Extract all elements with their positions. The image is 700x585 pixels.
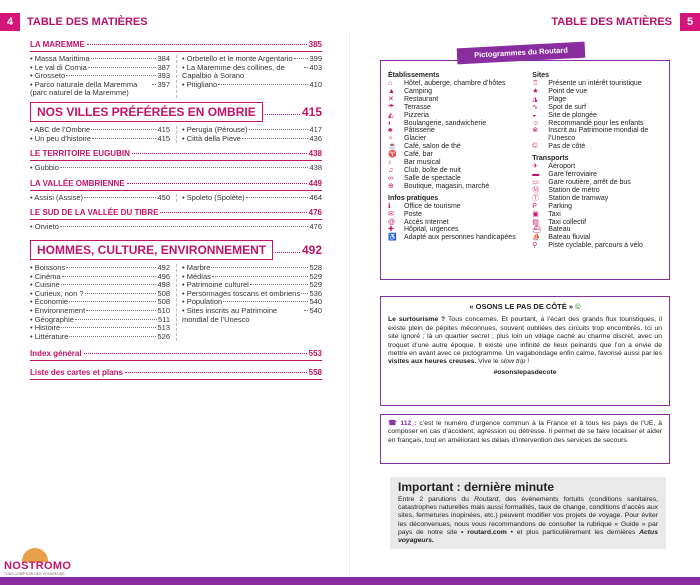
pictogram-label: Hôpital, urgences [404, 226, 459, 234]
pictogram-label: Point de vue [548, 87, 588, 95]
pictogram-label: Pizzeria [404, 111, 429, 119]
pictogram-icon: ⛴ [532, 226, 542, 234]
pictogram-item [388, 234, 526, 242]
pictogram-item [532, 195, 664, 203]
pictogram-item [532, 120, 664, 128]
pictogram-label: Café, salon de thé [404, 143, 461, 151]
toc-entry[interactable]: • Médias 529 [182, 271, 322, 281]
pictogram-icon: ♫ [388, 166, 394, 174]
pictogram-icon: ⊕ [388, 182, 394, 190]
pictogram-label: Taxi collectif [548, 218, 587, 226]
pictogram-item [532, 112, 664, 120]
toc-entry[interactable]: • Orvieto 476 [30, 222, 322, 232]
toc-entry[interactable]: • Città della Pieve 436 [182, 133, 322, 143]
right-page-title: TABLE DES MATIÈRES [551, 16, 672, 28]
bottom-bar [0, 577, 700, 585]
toc-entry[interactable]: • Le val di Cornia 387 [30, 62, 170, 72]
pictogram-item [388, 127, 526, 135]
part-page: 492 [301, 242, 322, 257]
toc-entry[interactable]: • Cuisine 498 [30, 280, 170, 290]
pictogram-icon: ♣ [388, 127, 393, 135]
pictogram-label: Taxi [548, 210, 561, 218]
pictogram-item [532, 80, 664, 88]
pictogram-label: Aéroport [548, 163, 576, 171]
table-of-contents [30, 40, 322, 383]
osons-hashtag: #osonslepasdecote [493, 368, 557, 376]
pictogram-label: Pâtisserie [404, 127, 435, 135]
osons-title: « OSONS LE PAS DE CÔTÉ » © [469, 302, 581, 311]
toc-section-index[interactable] [30, 349, 322, 358]
toc-entry[interactable]: • Spoleto (Spolète) 464 [182, 192, 322, 202]
pictogram-label: Boulangerie, sandwicherie [404, 119, 487, 127]
pictogram-group-title: Sites [532, 72, 550, 79]
important-title: Important : dernière minute [398, 480, 555, 494]
section-page: 476 [308, 208, 322, 218]
section-title: LA VALLÉE OMBRIENNE [30, 178, 125, 188]
pictogram-icon: ▲ [388, 87, 395, 95]
pictogram-icon: ◒ [532, 111, 537, 119]
pictogram-icon: ♪ [388, 159, 392, 167]
toc-section-cartes[interactable] [30, 368, 322, 377]
pictogram-label: Accès Internet [404, 218, 449, 226]
left-page-title: TABLE DES MATIÈRES [27, 16, 148, 28]
pictogram-item [388, 151, 526, 159]
toc-section-eugubin[interactable] [30, 149, 322, 158]
pictogram-item [532, 96, 664, 104]
pictogram-item [388, 120, 526, 128]
pictogram-legend [388, 72, 664, 250]
pictogram-item [388, 203, 526, 211]
pictogram-label: Station de métro [548, 186, 600, 194]
pictogram-label: Site de plongée [548, 111, 597, 119]
pictogram-item [388, 96, 526, 104]
pictogram-item [532, 179, 664, 187]
pictogram-icon: ♀ [388, 135, 394, 143]
toc-entry[interactable]: • Environnement 510 [30, 305, 170, 315]
pictogram-label: Parking [548, 202, 573, 210]
pictogram-item [388, 135, 526, 143]
pictogram-group-title: Établissements [388, 72, 440, 79]
pictogram-item [388, 159, 526, 167]
pictogram-icon: ✈ [532, 163, 539, 171]
pictogram-icon: ⊗ [532, 127, 539, 135]
toc-section-maremme[interactable] [30, 40, 322, 49]
pictogram-item [532, 226, 664, 234]
pictogram-icon: ∞ [388, 174, 393, 182]
pictogram-icon: © [532, 143, 538, 151]
leaf-icon: © [575, 302, 581, 311]
pictogram-item [388, 112, 526, 120]
pictogram-icon: ⛵ [532, 234, 542, 242]
osons-box [380, 296, 670, 406]
page-header [0, 13, 700, 31]
pictogram-label: Boutique, magasin, marché [404, 182, 490, 190]
pictogram-group-title: Transports [532, 155, 569, 163]
pictogram-label: Gare ferroviaire [548, 171, 597, 179]
toc-entry[interactable]: • Curieux, non ? 508 [30, 288, 170, 298]
phone-icon: ☎ 112 : [388, 420, 417, 427]
pictogram-icon: Ⓜ [532, 186, 540, 194]
pictogram-label: Hôtel, auberge, chambre d’hôtes [404, 80, 506, 87]
pictogram-label: Adapté aux personnes handicapées [404, 234, 516, 242]
section-title: LA MAREMME [30, 40, 85, 49]
toc-entry[interactable]: • Sites inscrits au Patrimoine mondial de l’Unesco 540 [182, 305, 322, 324]
right-page-number: 5 [680, 13, 700, 31]
pictogram-icon: ▤ [532, 218, 539, 226]
pictogram-icon: P [532, 202, 537, 210]
toc-entry[interactable]: • Géographie 511 [30, 314, 170, 324]
pictogram-icon: ⚲ [532, 242, 538, 250]
toc-entry[interactable]: • Orbetello et le monte Argentario 399 [182, 54, 322, 63]
pictogram-label: Camping [404, 87, 433, 95]
pictogram-label: Bateau fluvial [548, 234, 591, 242]
page-gutter [349, 32, 350, 577]
pictogram-icon: ◮ [532, 95, 538, 103]
pictogram-label: Café, bar [404, 151, 433, 159]
toc-entry[interactable]: • Massa Marittima 384 [30, 54, 170, 63]
important-box [390, 477, 666, 549]
pictogram-icon: ✉ [388, 210, 394, 218]
pictogram-icon: ∿ [532, 103, 539, 111]
toc-entry[interactable]: • Littérature 526 [30, 331, 170, 341]
pictogram-icon: Ⓣ [532, 194, 540, 202]
pictogram-item [532, 163, 664, 171]
pictogram-item [532, 203, 664, 211]
section-title: Liste des cartes et plans [30, 368, 123, 378]
pictogram-item [388, 143, 526, 151]
pictogram-label: Plage [548, 95, 567, 103]
emergency-box [380, 414, 670, 464]
pictogram-item [532, 104, 664, 112]
pictogram-item [388, 175, 526, 183]
toc-entry[interactable]: • Un peu d’histoire 415 [30, 133, 170, 143]
pictogram-icon: ♖ [532, 80, 539, 87]
pictogram-label: Gare routière, arrêt de bus [548, 178, 631, 186]
pictogram-icon: ▬ [532, 171, 540, 179]
pictogram-group-title: Infos pratiques [388, 194, 439, 202]
pictogram-icon: ★ [532, 87, 539, 95]
pictogram-icon: ☕ [388, 143, 397, 151]
pictogram-label: Spot de surf [548, 103, 587, 111]
pictogram-label: Bar musical [404, 159, 441, 167]
pictogram-label: Restaurant [404, 95, 439, 103]
section-page: 558 [308, 368, 322, 378]
pictogram-icon: ℹ [388, 202, 391, 210]
pictogram-label: Club, boîte de nuit [404, 166, 461, 174]
pictogram-icon: @ [388, 218, 396, 226]
section-page: 449 [308, 178, 322, 188]
toc-part-hommes[interactable] [30, 240, 322, 260]
pictogram-label: Glacier [404, 135, 427, 143]
pictogram-icon: ⌂ [388, 80, 393, 87]
pictogram-item [388, 104, 526, 112]
pictogram-label: Salle de spectacle [404, 174, 461, 182]
section-title: Index général [30, 349, 82, 359]
left-page-number: 4 [0, 13, 20, 31]
pictogram-icon: ♿ [388, 234, 397, 242]
pictogram-icon: ✕ [388, 95, 394, 103]
pictogram-icon: ◭ [388, 111, 394, 119]
toc-entry[interactable]: • Population 540 [182, 297, 322, 307]
pictogram-item [532, 88, 664, 96]
toc-entry[interactable]: • Histoire 513 [30, 323, 170, 333]
pictogram-label: Office de tourisme [404, 202, 461, 210]
pictogram-item [532, 187, 664, 195]
toc-entry[interactable]: • Économie 508 [30, 297, 170, 307]
pictogram-label: Poste [404, 210, 422, 218]
pictogram-icon: ☂ [388, 103, 395, 111]
pictogram-item [388, 183, 526, 191]
pictogram-item [532, 234, 664, 242]
pictogram-item [532, 211, 664, 219]
part-title: NOS VILLES PRÉFÉRÉES EN OMBRIE [30, 102, 263, 122]
section-page: 385 [308, 40, 322, 49]
pictogram-icon: ☺ [532, 119, 540, 127]
pictogram-item [532, 171, 664, 179]
toc-entry[interactable]: • Gubbio 438 [30, 163, 322, 173]
toc-entry[interactable]: • Boissons 492 [30, 262, 170, 272]
osons-text: Le surtourisme ? Tous concernés. Et pourtant, à l’écart des grands flux touristiques, il existe plein de pépites méconnues, souvent oubliées des circuits trop encombrés. Ici un site ignoré ; là un quartier secret ; plus loin un village caché au charme discret, avec un troquet d’une autre époque. Il existe une infinité de lieux peinards que l’on a envie de mettre en avant avec ce pictogramme. Un vagabondage enfin calme, favorisé aussi par les visites aux heures creuses. Vive le slow trip ! [388, 316, 662, 366]
toc-section-tibre[interactable] [30, 208, 322, 217]
toc-entry[interactable]: • Parco naturale della Maremma (parc naturel de la Maremme) 397 [30, 79, 170, 98]
toc-entry[interactable]: • Grosseto 393 [30, 71, 170, 81]
toc-entry[interactable]: • Patrimoine culturel 529 [182, 280, 322, 290]
toc-part-ombrie[interactable] [30, 102, 322, 122]
pictogram-icon: ✚ [388, 226, 394, 234]
part-title: HOMMES, CULTURE, ENVIRONNEMENT [30, 240, 273, 260]
pictogram-label: Présente un intérêt touristique [548, 80, 642, 87]
pictogram-legend-label: Pictogrammes du Routard [457, 42, 586, 65]
important-text: Entre 2 parutions du Routard, des événements fortuits (conditions sanitaires, catastrophes naturelles mais aussi formalités, taux de change, conditions d’accès aux sites, fermetures inopinées, etc.) peuvent modifier vos projets de voyage. Pour éviter les déconvenues, nous vous recommandons de consulter la rubrique « Guide » par pays de notre site • routard.com • et plus particulièrement les dernières Actus voyageurs. [398, 496, 659, 545]
pictogram-item [388, 88, 526, 96]
pictogram-label: Pas de côté [548, 143, 586, 151]
nostromo-logo: NOSTROMO TOUS COMPTOIR DES VOYAGEURS [0, 546, 96, 577]
toc-entry[interactable]: • Personnages toscans et ombriens 536 [182, 288, 322, 298]
pictogram-icon: ◐ [388, 119, 393, 127]
toc-entry[interactable]: • La Maremme des collines, de Capalbio à Sorano 403 [182, 62, 322, 81]
toc-entry[interactable]: • ABC de l’Ombrie 415 [30, 124, 170, 134]
section-page: 553 [308, 349, 322, 359]
pictogram-label: Station de tramway [548, 194, 609, 202]
pictogram-icon: ♈ [388, 151, 397, 159]
pictogram-icon: ▭ [532, 178, 539, 186]
toc-section-vallee[interactable] [30, 179, 322, 188]
routard-link[interactable]: • routard.com [461, 528, 507, 536]
section-title: LE TERRITOIRE EUGUBIN [30, 149, 130, 159]
pictogram-label: Recommandé pour les enfants [548, 119, 644, 127]
pictogram-item [388, 167, 526, 175]
pictogram-label: Terrasse [404, 103, 431, 111]
pictogram-item [388, 219, 526, 227]
toc-entry[interactable]: • Cinéma 496 [30, 271, 170, 281]
pictogram-item [532, 219, 664, 227]
pictogram-icon: ▣ [532, 210, 539, 218]
pictogram-item [532, 143, 664, 151]
toc-entry[interactable]: • Perugia (Pérouse) 417 [182, 124, 322, 134]
toc-entry[interactable]: • Assisi (Assise) 450 [30, 192, 170, 202]
section-page: 438 [308, 149, 322, 159]
section-title: LE SUD DE LA VALLÉE DU TIBRE [30, 208, 159, 218]
pictogram-label: Piste cyclable, parcours à vélo [548, 242, 643, 250]
emergency-text: c’est le numéro d’urgence commun à la France et à tous les pays de l’UE, à composer en cas d’accident, agression ou détresse. Il permet de se faire localiser et aider en français, tout en améliorant les délais d’intervention des services de secours. [388, 420, 662, 444]
pictogram-label: Inscrit au Patrimoine mondial de l’Unesco [548, 127, 649, 143]
pictogram-item [532, 127, 664, 143]
toc-entry[interactable]: • Marbre 528 [182, 262, 322, 272]
pictogram-item [532, 242, 664, 250]
pictogram-item [388, 226, 526, 234]
pictogram-item [388, 211, 526, 219]
pictogram-item [388, 80, 526, 88]
part-page: 415 [301, 104, 322, 119]
pictogram-label: Bateau [548, 226, 571, 234]
toc-entry[interactable]: • Pitigliano 410 [182, 79, 322, 89]
